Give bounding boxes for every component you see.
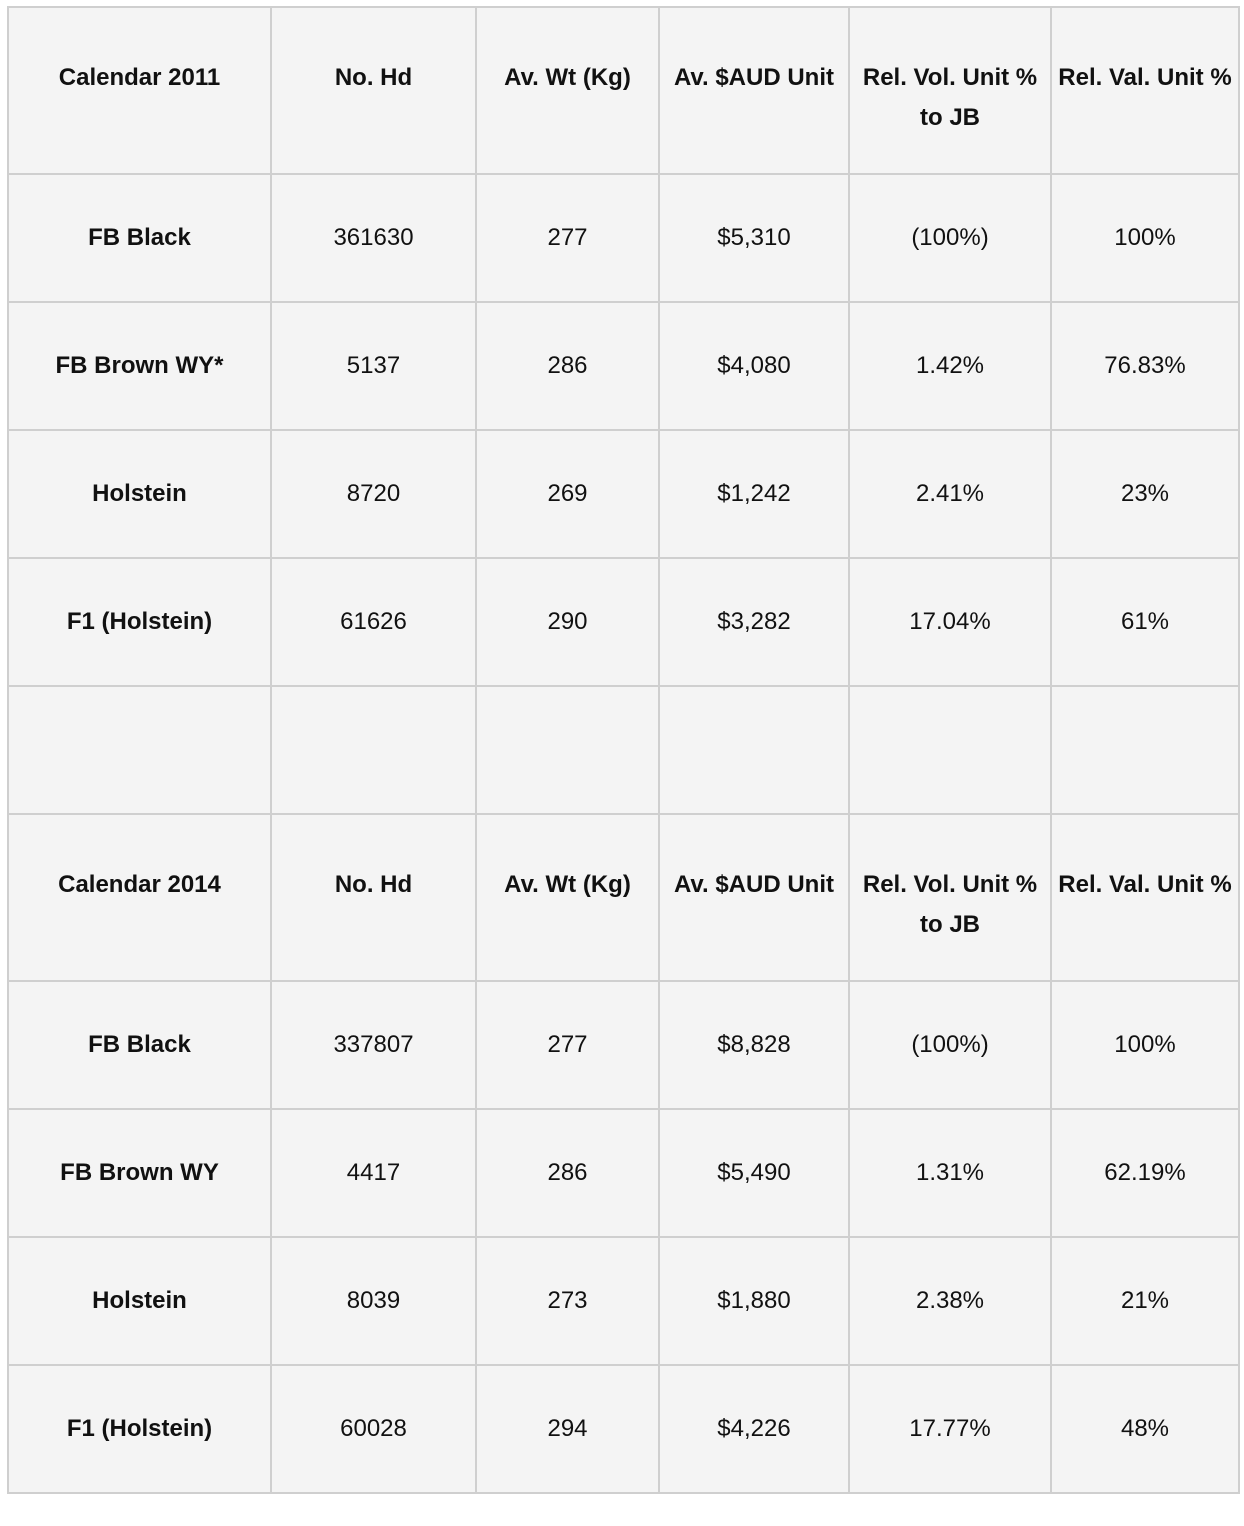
table-cell: 286 (476, 302, 659, 430)
table-row (8, 174, 1239, 302)
empty-cell (849, 686, 1051, 814)
column-header: Calendar 2011 (8, 7, 271, 174)
table-cell: $4,080 (659, 302, 849, 430)
table-cell: 4417 (271, 1109, 476, 1237)
column-header: Av. Wt (Kg) (476, 814, 659, 981)
empty-cell (8, 686, 271, 814)
table-cell: 273 (476, 1237, 659, 1365)
table-cell: 361630 (271, 174, 476, 302)
table-row (8, 302, 1239, 430)
column-header: Av. $AUD Unit (659, 814, 849, 981)
column-header: No. Hd (271, 814, 476, 981)
row-label: FB Brown WY (8, 1109, 271, 1237)
column-header: Rel. Vol. Unit % to JB (849, 7, 1051, 174)
table-cell: 337807 (271, 981, 476, 1109)
table-cell: 290 (476, 558, 659, 686)
column-header: No. Hd (271, 7, 476, 174)
table-cell: 286 (476, 1109, 659, 1237)
row-label: F1 (Holstein) (8, 1365, 271, 1493)
table-cell: 61% (1051, 558, 1239, 686)
table-cell: 1.31% (849, 1109, 1051, 1237)
table-cell: 1.42% (849, 302, 1051, 430)
empty-cell (659, 686, 849, 814)
header-row (8, 814, 1239, 981)
column-header: Rel. Val. Unit % (1051, 814, 1239, 981)
row-label: F1 (Holstein) (8, 558, 271, 686)
table-cell: 2.41% (849, 430, 1051, 558)
table-cell: 23% (1051, 430, 1239, 558)
column-header: Calendar 2014 (8, 814, 271, 981)
table-row (8, 1237, 1239, 1365)
column-header: Rel. Vol. Unit % to JB (849, 814, 1051, 981)
column-header: Rel. Val. Unit % (1051, 7, 1239, 174)
column-header: Av. $AUD Unit (659, 7, 849, 174)
table-row (8, 430, 1239, 558)
table-cell: $4,226 (659, 1365, 849, 1493)
table-cell: 277 (476, 981, 659, 1109)
table-cell: 17.04% (849, 558, 1051, 686)
row-label: Holstein (8, 430, 271, 558)
row-label: FB Black (8, 981, 271, 1109)
table-cell: $3,282 (659, 558, 849, 686)
table-row (8, 981, 1239, 1109)
table-cell: 48% (1051, 1365, 1239, 1493)
table-row (8, 1365, 1239, 1493)
table-cell: 8039 (271, 1237, 476, 1365)
table-cell: $1,242 (659, 430, 849, 558)
table-cell: 2.38% (849, 1237, 1051, 1365)
table-cell: 100% (1051, 174, 1239, 302)
header-row (8, 7, 1239, 174)
table-cell: 8720 (271, 430, 476, 558)
table-cell: $5,310 (659, 174, 849, 302)
table-cell: 76.83% (1051, 302, 1239, 430)
table-cell: 277 (476, 174, 659, 302)
cattle-data-table (7, 6, 1240, 1494)
table-cell: 294 (476, 1365, 659, 1493)
column-header: Av. Wt (Kg) (476, 7, 659, 174)
table-row (8, 1109, 1239, 1237)
table-cell: $1,880 (659, 1237, 849, 1365)
table-cell: (100%) (849, 981, 1051, 1109)
table-cell: 5137 (271, 302, 476, 430)
table-cell: $8,828 (659, 981, 849, 1109)
table-cell: 61626 (271, 558, 476, 686)
table-cell: 100% (1051, 981, 1239, 1109)
empty-cell (1051, 686, 1239, 814)
row-label: FB Brown WY* (8, 302, 271, 430)
table-cell: 269 (476, 430, 659, 558)
empty-cell (271, 686, 476, 814)
table-row (8, 558, 1239, 686)
row-label: FB Black (8, 174, 271, 302)
row-label: Holstein (8, 1237, 271, 1365)
table-cell: 17.77% (849, 1365, 1051, 1493)
table-cell: 62.19% (1051, 1109, 1239, 1237)
table-cell: 21% (1051, 1237, 1239, 1365)
table-cell: 60028 (271, 1365, 476, 1493)
empty-cell (476, 686, 659, 814)
table-cell: $5,490 (659, 1109, 849, 1237)
table-cell: (100%) (849, 174, 1051, 302)
spacer-row (8, 686, 1239, 814)
